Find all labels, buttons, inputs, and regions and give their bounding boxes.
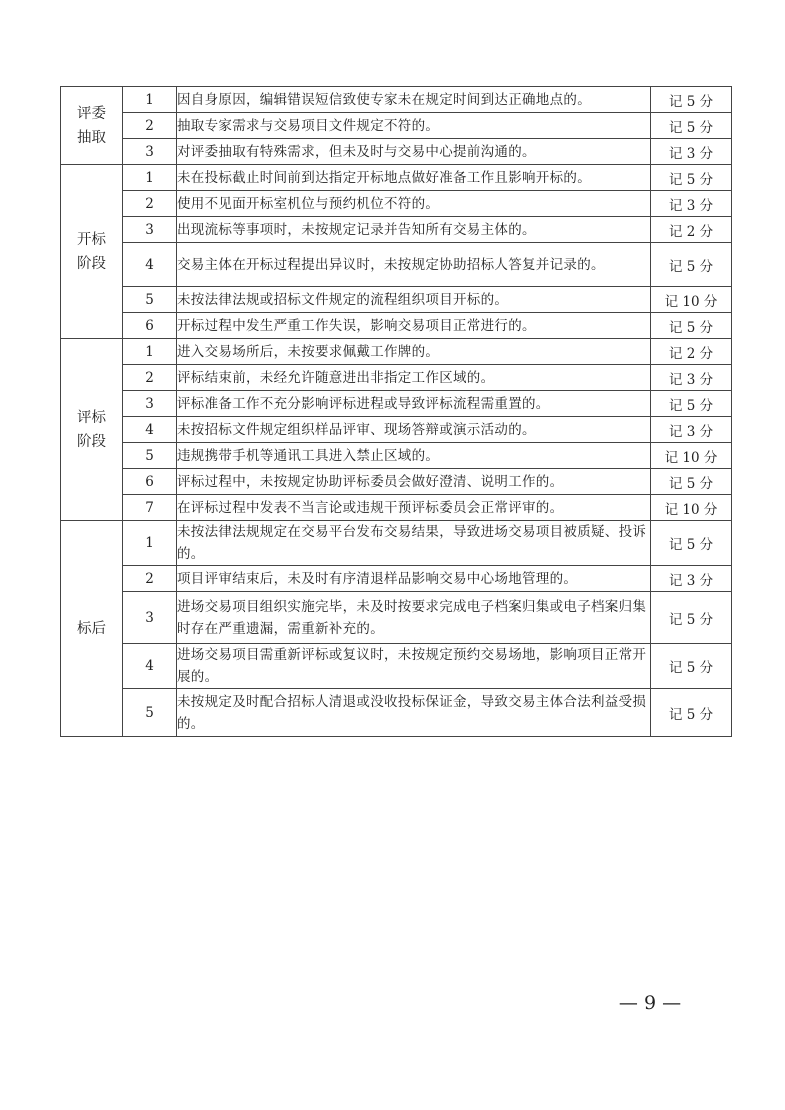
table-row: [61, 495, 732, 521]
table-row: [61, 165, 732, 191]
item-number: 1: [123, 165, 177, 191]
item-description: 项目评审结束后，未及时有序清退样品影响交易中心场地管理的。: [177, 566, 651, 592]
table-row: [61, 313, 732, 339]
table-row: [61, 217, 732, 243]
item-number: 2: [123, 365, 177, 391]
item-number: 2: [123, 191, 177, 217]
item-description: 抽取专家需求与交易项目文件规定不符的。: [177, 113, 651, 139]
item-description: 开标过程中发生严重工作失误，影响交易项目正常进行的。: [177, 313, 651, 339]
table-row: [61, 592, 732, 644]
item-score: 记 5 分: [651, 644, 732, 689]
item-score: 记 3 分: [651, 566, 732, 592]
item-score: 记 5 分: [651, 165, 732, 191]
item-description: 进入交易场所后，未按要求佩戴工作牌的。: [177, 339, 651, 365]
item-number: 1: [123, 87, 177, 113]
item-score: 记 2 分: [651, 339, 732, 365]
item-number: 6: [123, 469, 177, 495]
item-score: 记 5 分: [651, 113, 732, 139]
item-score: 记 5 分: [651, 391, 732, 417]
item-description: 未按法律法规或招标文件规定的流程组织项目开标的。: [177, 287, 651, 313]
table-row: [61, 139, 732, 165]
table-row: [61, 113, 732, 139]
item-number: 3: [123, 217, 177, 243]
table-row: [61, 689, 732, 737]
item-number: 5: [123, 689, 177, 737]
item-number: 2: [123, 113, 177, 139]
table-row: [61, 644, 732, 689]
table-row: [61, 365, 732, 391]
item-score: 记 10 分: [651, 287, 732, 313]
item-description: 进场交易项目组织实施完毕，未及时按要求完成电子档案归集或电子档案归集时存在严重遗漏，需重新补充的。: [177, 592, 651, 644]
item-score: 记 5 分: [651, 592, 732, 644]
item-number: 4: [123, 243, 177, 287]
item-description: 违规携带手机等通讯工具进入禁止区域的。: [177, 443, 651, 469]
item-score: 记 3 分: [651, 417, 732, 443]
item-score: 记 5 分: [651, 87, 732, 113]
item-number: 3: [123, 592, 177, 644]
item-description: 出现流标等事项时，未按规定记录并告知所有交易主体的。: [177, 217, 651, 243]
table-row: [61, 443, 732, 469]
item-score: 记 3 分: [651, 139, 732, 165]
item-description: 因自身原因，编辑错误短信致使专家未在规定时间到达正确地点的。: [177, 87, 651, 113]
item-score: 记 5 分: [651, 469, 732, 495]
item-description: 对评委抽取有特殊需求，但未及时与交易中心提前沟通的。: [177, 139, 651, 165]
item-description: 未按法律法规规定在交易平台发布交易结果，导致进场交易项目被质疑、投诉的。: [177, 521, 651, 566]
item-score: 记 5 分: [651, 689, 732, 737]
table-body: [61, 87, 732, 737]
item-description: 未在投标截止时间前到达指定开标地点做好准备工作且影响开标的。: [177, 165, 651, 191]
table-row: [61, 521, 732, 566]
scoring-table: [60, 86, 732, 737]
item-score: 记 2 分: [651, 217, 732, 243]
table-row: [61, 339, 732, 365]
item-number: 4: [123, 417, 177, 443]
stage-label: 标后: [61, 521, 123, 737]
item-description: 交易主体在开标过程提出异议时，未按规定协助招标人答复并记录的。: [177, 243, 651, 287]
item-score: 记 10 分: [651, 443, 732, 469]
item-description: 评标结束前，未经允许随意进出非指定工作区域的。: [177, 365, 651, 391]
item-score: 记 3 分: [651, 191, 732, 217]
item-score: 记 10 分: [651, 495, 732, 521]
item-number: 4: [123, 644, 177, 689]
page-number: — 9 —: [618, 992, 682, 1014]
table-row: [61, 191, 732, 217]
table-row: [61, 243, 732, 287]
item-number: 5: [123, 287, 177, 313]
item-number: 1: [123, 339, 177, 365]
item-number: 1: [123, 521, 177, 566]
table-row: [61, 87, 732, 113]
stage-label: 评委 抽取: [61, 87, 123, 165]
table-row: [61, 417, 732, 443]
item-number: 5: [123, 443, 177, 469]
item-number: 3: [123, 139, 177, 165]
table-row: [61, 469, 732, 495]
item-score: 记 5 分: [651, 313, 732, 339]
item-description: 未按规定及时配合招标人清退或没收投标保证金，导致交易主体合法利益受损的。: [177, 689, 651, 737]
item-score: 记 3 分: [651, 365, 732, 391]
item-number: 3: [123, 391, 177, 417]
stage-label: 评标 阶段: [61, 339, 123, 521]
item-score: 记 5 分: [651, 521, 732, 566]
item-score: 记 5 分: [651, 243, 732, 287]
table-row: [61, 566, 732, 592]
item-description: 在评标过程中发表不当言论或违规干预评标委员会正常评审的。: [177, 495, 651, 521]
table-row: [61, 391, 732, 417]
item-description: 使用不见面开标室机位与预约机位不符的。: [177, 191, 651, 217]
item-description: 评标过程中，未按规定协助评标委员会做好澄清、说明工作的。: [177, 469, 651, 495]
item-description: 进场交易项目需重新评标或复议时，未按规定预约交易场地，影响项目正常开展的。: [177, 644, 651, 689]
table-row: [61, 287, 732, 313]
item-number: 6: [123, 313, 177, 339]
item-number: 7: [123, 495, 177, 521]
item-description: 评标准备工作不充分影响评标进程或导致评标流程需重置的。: [177, 391, 651, 417]
item-description: 未按招标文件规定组织样品评审、现场答辩或演示活动的。: [177, 417, 651, 443]
item-number: 2: [123, 566, 177, 592]
stage-label: 开标 阶段: [61, 165, 123, 339]
